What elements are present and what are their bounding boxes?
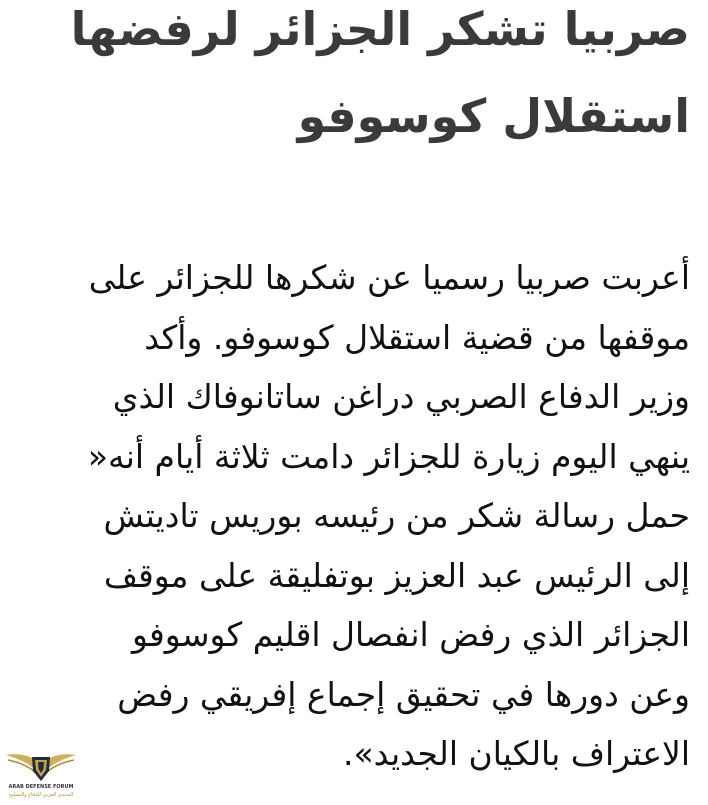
- article-title: [10, 0, 690, 160]
- forum-watermark-logo: [2, 743, 80, 803]
- body-line: وزير الدفاع الصربي دراغن ساتانوفاك الذي: [112, 377, 690, 416]
- body-line: الاعتراف بالكيان الجديد».: [343, 734, 690, 773]
- title-line: استقلال كوسوفو: [297, 89, 690, 143]
- watermark-forum-subtext: المنتدى العربي للدفاع والتسليح: [8, 792, 74, 798]
- body-line: حمل رسالة شكر من رئيسه بوريس تاديتش: [103, 496, 690, 535]
- body-line: موقفها من قضية استقلال كوسوفو. وأكد: [144, 317, 690, 357]
- body-line: وعن دورها في تحقيق إجماع إفريقي رفض: [117, 674, 690, 714]
- eagle-emblem-icon: [2, 743, 80, 785]
- article-body: [0, 248, 690, 784]
- title-line: صربيا تشكر الجزائر لرفضها: [70, 2, 690, 56]
- body-line: ينهي اليوم زيارة للجزائر دامت ثلاثة أيام أنه«: [87, 436, 690, 476]
- body-line: أعربت صربيا رسميا عن شكرها للجزائر على: [88, 258, 690, 297]
- body-line: الجزائر الذي رفض انفصال اقليم كوسوفو: [131, 615, 690, 654]
- watermark-forum-name: ARAB DEFENSE FORUM: [8, 784, 74, 790]
- body-line: إلى الرئيس عبد العزيز بوتفليقة على موقف: [103, 555, 690, 595]
